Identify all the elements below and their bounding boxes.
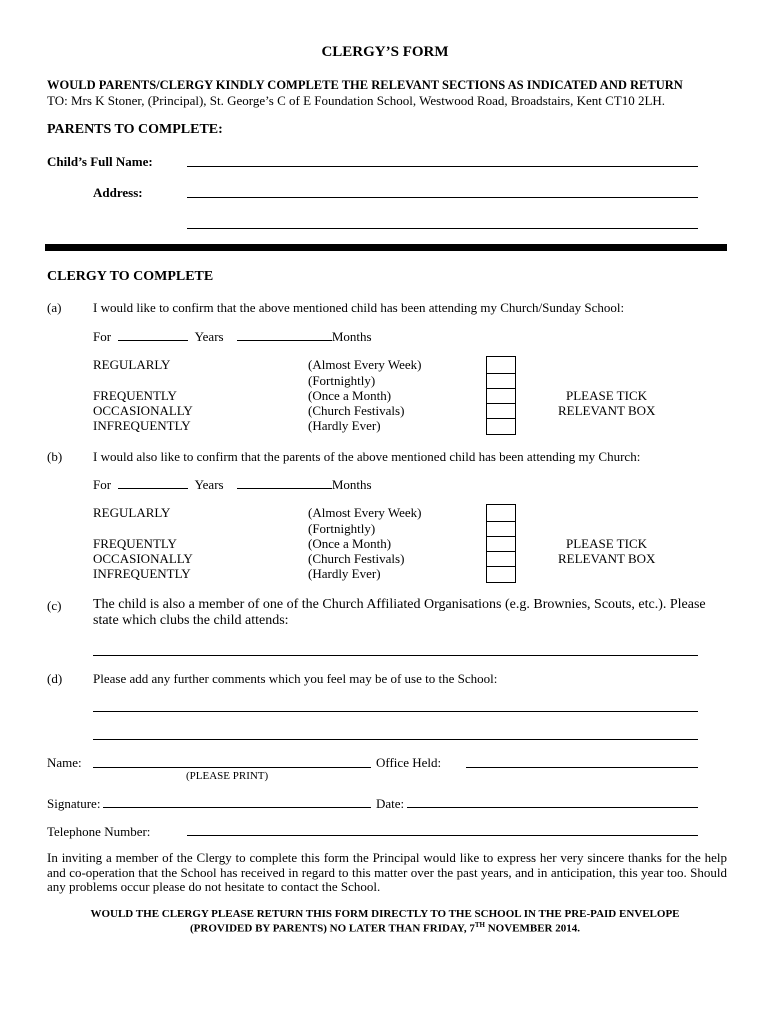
note-fortnightly-a: (Fortnightly) (308, 373, 376, 388)
duration-row-b (93, 476, 372, 493)
date-field[interactable] (407, 807, 698, 808)
tick-divider (487, 536, 515, 537)
deadline-ordinal: TH (474, 921, 485, 929)
months-field-a[interactable] (237, 328, 332, 341)
freq-regularly-a: REGULARLY (93, 357, 171, 372)
return-notice-line-1: WOULD THE CLERGY PLEASE RETURN THIS FORM DIRECTLY TO THE SCHOOL IN THE PRE-PAID ENVELOPE (90, 908, 680, 920)
signature-field[interactable] (103, 807, 371, 808)
note-almost-every-week-b: (Almost Every Week) (308, 505, 422, 520)
name-field[interactable] (93, 767, 371, 768)
note-church-festivals-b: (Church Festivals) (308, 551, 405, 566)
section-divider (45, 244, 727, 251)
tick-divider (487, 551, 515, 552)
form-title: CLERGY’S FORM (321, 44, 449, 60)
please-tick-label-b: PLEASE TICK (566, 536, 648, 551)
intro-heading: WOULD PARENTS/CLERGY KINDLY COMPLETE THE RELEVANT SECTIONS AS INDICATED AND RETURN (47, 78, 683, 92)
freq-infrequently-b: INFREQUENTLY (93, 566, 191, 581)
tick-divider (487, 418, 515, 419)
note-once-a-month-b: (Once a Month) (308, 536, 392, 551)
clubs-field[interactable] (93, 655, 698, 656)
section-letter-a: (a) (47, 300, 62, 315)
clergy-heading: CLERGY TO COMPLETE (47, 269, 214, 284)
office-held-label: Office Held: (376, 755, 442, 770)
note-hardly-ever-a: (Hardly Ever) (308, 418, 381, 433)
months-field-b[interactable] (237, 476, 332, 489)
years-label: Years (194, 477, 224, 492)
please-print-note: (PLEASE PRINT) (186, 770, 269, 782)
office-held-field[interactable] (466, 767, 698, 768)
section-b-text: I would also like to confirm that the parents of the above mentioned child has been attending my Church: (93, 449, 641, 464)
for-label: For (93, 477, 112, 492)
section-d-text: Please add any further comments which you feel may be of use to the School: (93, 671, 498, 686)
comments-field-line-1[interactable] (93, 711, 698, 712)
note-once-a-month-a: (Once a Month) (308, 388, 392, 403)
telephone-label: Telephone Number: (47, 824, 151, 839)
tick-boxes-b[interactable] (486, 504, 516, 583)
tick-boxes-a[interactable] (486, 356, 516, 435)
section-c-text: The child is also a member of one of the Church Affiliated Organisations (e.g. Brownies, Scouts, etc.). Please state which clubs the child attends: (93, 597, 706, 628)
tick-divider (487, 403, 515, 404)
address-field-line-2[interactable] (187, 228, 698, 229)
parents-heading: PARENTS TO COMPLETE: (47, 122, 223, 137)
duration-row-a (93, 328, 372, 345)
for-label: For (93, 329, 112, 344)
address-label: Address: (93, 185, 143, 200)
section-letter-c: (c) (47, 598, 62, 613)
freq-occasionally-a: OCCASIONALLY (93, 403, 193, 418)
section-a-text: I would like to confirm that the above mentioned child has been attending my Church/Sunday School: (93, 300, 625, 315)
months-label: Months (331, 477, 372, 492)
child-name-field[interactable] (187, 166, 698, 167)
tick-divider (487, 373, 515, 374)
note-church-festivals-a: (Church Festivals) (308, 403, 405, 418)
freq-infrequently-a: INFREQUENTLY (93, 418, 191, 433)
freq-regularly-b: REGULARLY (93, 505, 171, 520)
signature-label: Signature: (47, 796, 101, 811)
name-label: Name: (47, 755, 82, 770)
note-almost-every-week-a: (Almost Every Week) (308, 357, 422, 372)
relevant-box-label-b: RELEVANT BOX (558, 551, 656, 566)
thanks-paragraph: In inviting a member of the Clergy to complete this form the Principal would like to express her very sincere thanks for the help and co-operation that the School has received in regard to this matter over the past years, and in anticipation, this year too. Should any problems occur please do not hesitate to contact the School. (47, 850, 727, 894)
months-label: Months (331, 329, 372, 344)
date-label: Date: (376, 796, 405, 811)
address-field-line-1[interactable] (187, 197, 698, 198)
tick-divider (487, 521, 515, 522)
freq-frequently-a: FREQUENTLY (93, 388, 177, 403)
relevant-box-label-a: RELEVANT BOX (558, 403, 656, 418)
section-letter-d: (d) (47, 671, 63, 686)
note-fortnightly-b: (Fortnightly) (308, 521, 376, 536)
years-field-b[interactable] (118, 476, 188, 489)
years-field-a[interactable] (118, 328, 188, 341)
comments-field-line-2[interactable] (93, 739, 698, 740)
tick-divider (487, 388, 515, 389)
deadline-month: NOVEMBER 2014. (484, 922, 580, 935)
note-hardly-ever-b: (Hardly Ever) (308, 566, 381, 581)
return-address: TO: Mrs K Stoner, (Principal), St. George’s C of E Foundation School, Westwood Road, Broadstairs, Kent CT10 2LH. (47, 93, 666, 108)
freq-frequently-b: FREQUENTLY (93, 536, 177, 551)
return-notice-line-2 (0, 921, 770, 935)
freq-occasionally-b: OCCASIONALLY (93, 551, 193, 566)
telephone-field[interactable] (187, 835, 698, 836)
child-name-label: Child’s Full Name: (47, 154, 153, 169)
tick-divider (487, 566, 515, 567)
please-tick-label-a: PLEASE TICK (566, 388, 648, 403)
years-label: Years (194, 329, 224, 344)
deadline-text: (PROVIDED BY PARENTS) NO LATER THAN FRIDAY, 7 (190, 922, 475, 935)
section-letter-b: (b) (47, 449, 63, 464)
